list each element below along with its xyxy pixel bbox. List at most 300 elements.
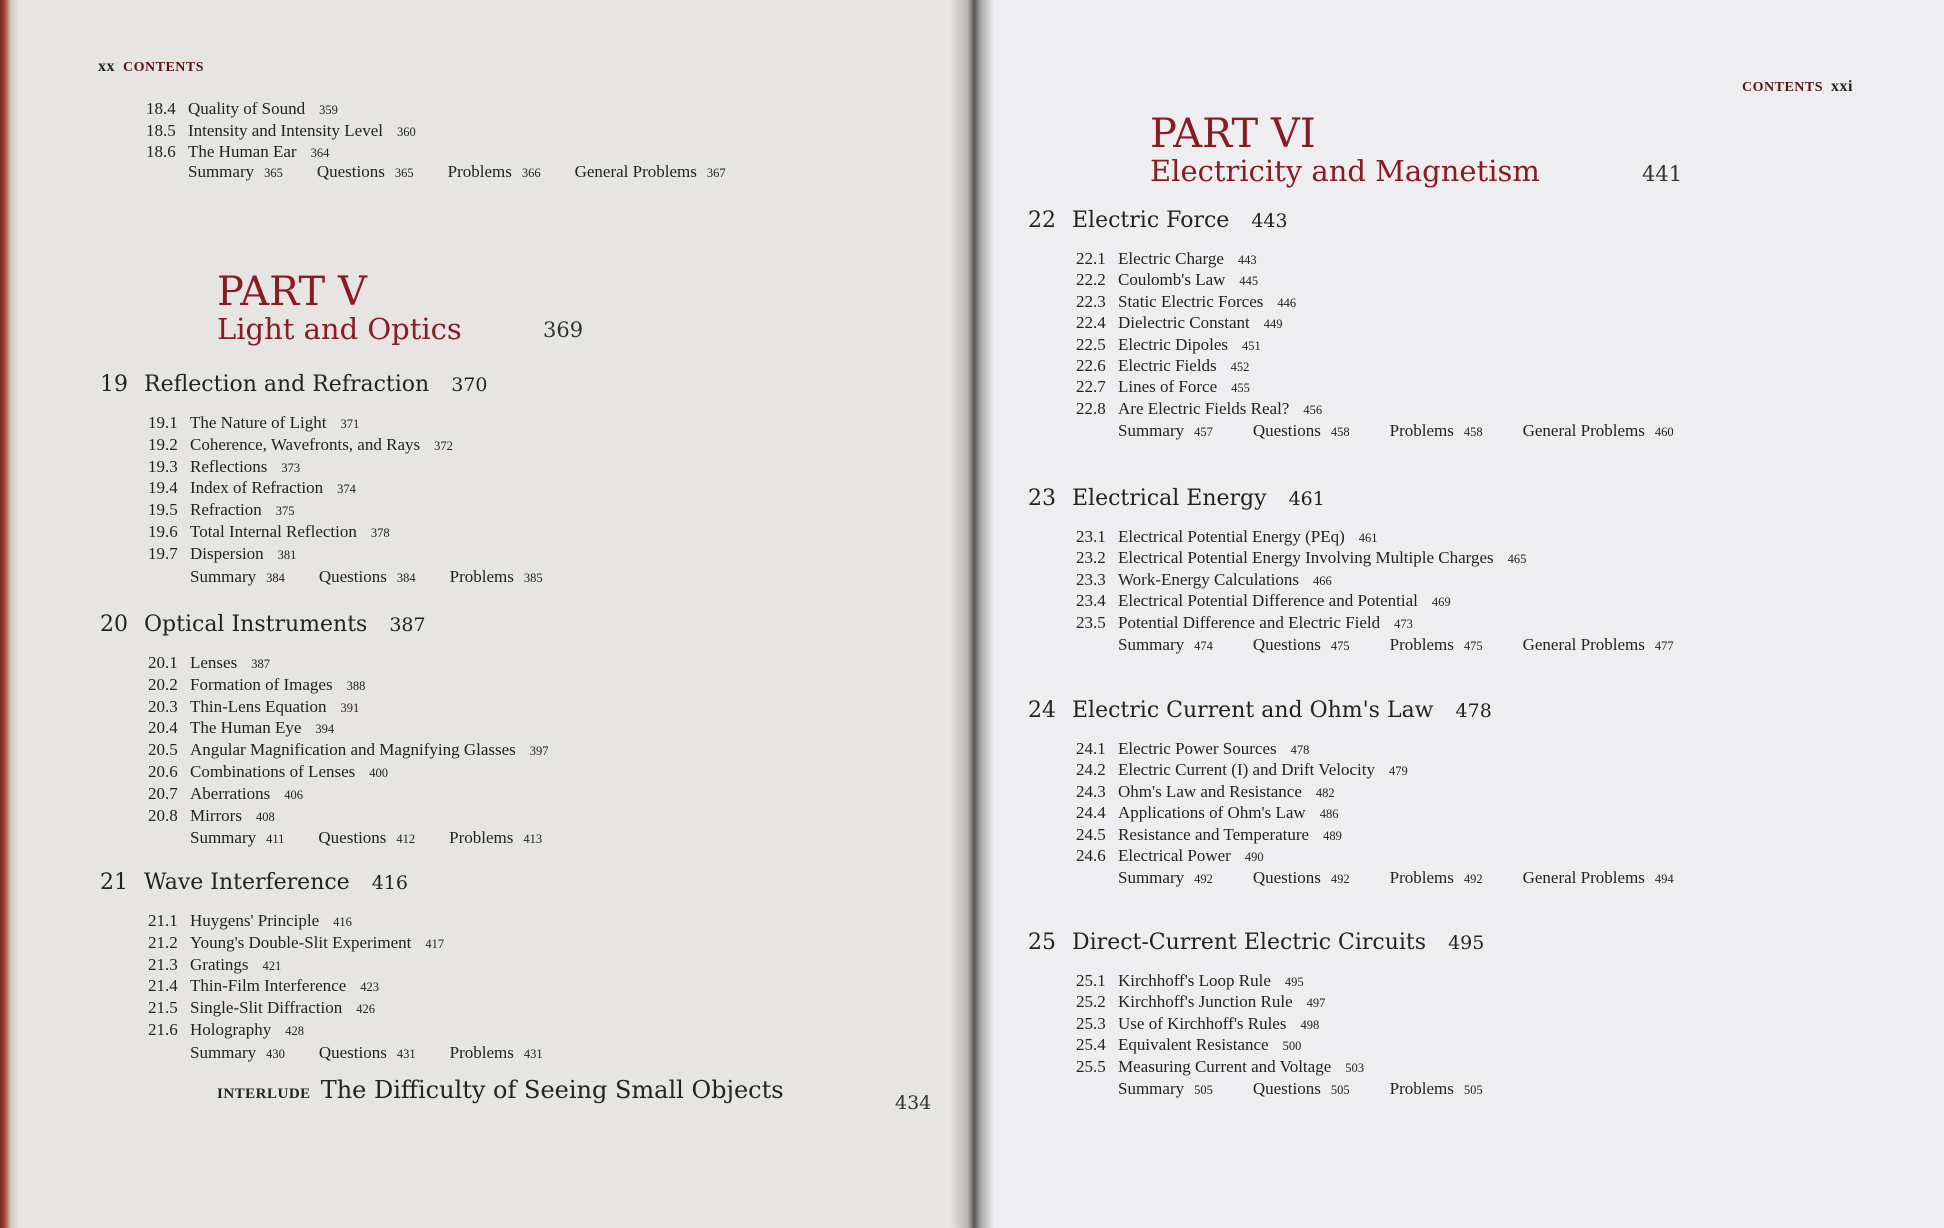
end-matter-page: 458 [1330,425,1350,440]
end-matter-page: 460 [1654,425,1674,440]
end-matter-page: 431 [523,1046,543,1061]
toc-section-entry[interactable] [1076,312,1282,336]
end-matter-item[interactable] [188,162,283,181]
end-matter-page: 365 [394,166,414,180]
end-matter-page: 431 [396,1046,416,1061]
toc-section-entry[interactable] [1076,991,1325,1015]
toc-section-entry[interactable] [1076,334,1261,358]
section-number: 24.6 [1076,846,1106,865]
interlude-page: 434 [895,1092,932,1114]
section-title: Are Electric Fields Real? [1118,398,1290,418]
end-matter-item[interactable] [1118,1079,1213,1098]
chapter-page: 478 [1455,700,1492,722]
toc-section-entry[interactable] [148,997,375,1021]
section-page: 400 [369,766,389,780]
toc-section-entry[interactable] [148,761,388,785]
end-of-chapter-row [1118,635,1714,655]
end-matter-label[interactable]: Summary [1118,1079,1185,1098]
end-matter-label[interactable]: Problems [449,1042,514,1062]
end-matter-page: 505 [1330,1083,1350,1097]
running-head-right [1742,78,1853,96]
section-number: 22.6 [1076,356,1106,375]
section-title: Ohm's Law and Resistance [1118,781,1302,801]
end-matter-item[interactable] [1390,635,1483,654]
toc-section-entry[interactable] [148,717,334,741]
toc-section-entry[interactable] [148,1019,304,1043]
section-number: 18.5 [146,120,176,140]
section-title: Electrical Potential Energy Involving Multiple Charges [1118,548,1494,568]
part-page: 441 [1642,162,1683,186]
toc-section-entry[interactable] [1076,845,1264,869]
book-gutter [950,0,994,1228]
toc-section-entry[interactable] [148,543,296,567]
section-number: 23.3 [1076,569,1106,589]
end-matter-label[interactable]: Questions [1252,1079,1321,1098]
page-edges [0,0,18,1228]
section-page: 490 [1244,850,1264,864]
toc-section-entry[interactable] [1076,781,1335,805]
chapter-title: Wave Interference [144,870,350,895]
section-title: Electrical Potential Difference and Potential [1118,591,1418,611]
end-matter-page: 384 [396,570,416,585]
end-of-chapter-row [1118,421,1714,441]
section-title: Young's Double-Slit Experiment [190,932,412,952]
section-number: 18.4 [146,99,176,118]
toc-section-entry[interactable] [1076,291,1296,315]
toc-section-entry[interactable] [148,521,390,545]
end-matter-label[interactable]: Problems [1389,1079,1454,1098]
chapter-title: Electric Force [1072,208,1230,233]
section-title: Mirrors [190,805,242,825]
chapter-number: 21 [100,870,128,895]
toc-section-entry[interactable] [148,652,270,676]
section-title: Formation of Images [190,674,333,694]
section-page: 465 [1507,552,1527,567]
interlude-entry[interactable] [217,1076,784,1104]
toc-section-entry[interactable] [1076,248,1257,272]
chapter-number: 20 [100,612,128,637]
section-number: 19.2 [148,434,178,454]
toc-section-entry[interactable] [1076,612,1413,636]
section-title: Equivalent Resistance [1118,1035,1269,1055]
end-matter-page: 505 [1463,1083,1483,1097]
section-title: Gratings [190,954,249,974]
end-matter-label[interactable]: Problems [449,828,514,848]
section-number: 19.6 [148,522,178,541]
chapter-number: 23 [1028,486,1056,511]
chapter-page: 461 [1288,488,1325,510]
part-heading [217,270,367,314]
section-page: 456 [1303,402,1323,417]
section-page: 469 [1431,595,1451,610]
section-page: 426 [356,1002,375,1017]
section-page: 375 [275,504,295,519]
end-matter-item[interactable] [190,828,284,847]
section-title: Index of Refraction [190,478,324,498]
chapter-entry[interactable] [1028,930,1484,955]
chapter-entry[interactable] [1028,698,1492,723]
end-matter-label[interactable]: General Problems [574,162,697,181]
chapter-title: Reflection and Refraction [144,372,430,397]
toc-section-entry[interactable] [1076,1034,1301,1058]
interlude-label: INTERLUDE [217,1086,311,1102]
section-number: 20.3 [148,696,178,716]
section-title: Combinations of Lenses [190,762,356,781]
part-page: 369 [543,318,584,342]
end-matter-label[interactable]: Problems [1389,635,1454,654]
section-page: 373 [281,460,301,475]
end-matter-label[interactable]: Problems [449,566,514,586]
end-matter-page: 367 [706,166,726,180]
end-matter-page: 413 [523,832,543,847]
part-title: Electricity and Magnetism [1150,154,1540,188]
section-page: 406 [284,787,304,802]
section-page: 394 [315,722,335,737]
section-number: 21.5 [148,998,178,1018]
toc-section-entry[interactable] [1076,590,1451,614]
chapter-title: Optical Instruments [144,612,368,637]
section-title: Electric Dipoles [1118,334,1228,354]
section-page: 486 [1319,807,1339,822]
end-of-chapter-row [190,1043,577,1063]
end-matter-item[interactable] [450,567,543,586]
section-title: The Human Eye [190,718,302,738]
chapter-number: 19 [100,372,128,397]
section-number: 22.3 [1076,291,1106,311]
section-title: Electric Power Sources [1118,739,1277,758]
end-matter-item[interactable] [317,162,414,181]
section-number: 24.3 [1076,781,1106,801]
section-title: Angular Magnification and Magnifying Glasses [190,740,516,760]
toc-section-entry[interactable] [148,910,352,934]
toc-section-entry[interactable] [146,120,416,144]
end-matter-page: 430 [266,1046,285,1061]
end-of-chapter-row [1118,1079,1523,1099]
section-page: 498 [1300,1017,1320,1032]
section-title: Dielectric Constant [1118,313,1250,333]
section-number: 23.1 [1076,527,1106,546]
chapter-entry[interactable] [100,870,408,895]
end-matter-label[interactable]: Summary [190,566,257,586]
chapter-title: Electric Current and Ohm's Law [1072,698,1434,723]
end-matter-label[interactable]: Summary [190,828,257,848]
section-page: 495 [1284,975,1304,989]
end-matter-item[interactable] [575,162,726,181]
section-page: 445 [1239,274,1259,289]
toc-section-entry[interactable] [148,434,453,458]
toc-section-entry[interactable] [1076,569,1332,593]
part-label: PART V [217,269,367,315]
section-number: 24.1 [1076,739,1106,758]
end-matter-label[interactable]: Questions [1252,868,1321,888]
toc-section-entry[interactable] [148,783,303,807]
toc-section-entry[interactable] [1076,526,1378,550]
end-matter-item[interactable] [319,567,416,586]
section-number: 19.1 [148,413,178,432]
end-of-chapter-row [190,567,577,587]
toc-section-entry[interactable] [146,98,338,122]
end-matter-item[interactable] [190,1043,285,1062]
section-page: 417 [425,936,445,951]
toc-section-entry[interactable] [1076,802,1338,826]
section-number: 20.4 [148,718,178,738]
end-of-chapter-row [188,162,760,182]
end-matter-label[interactable]: Questions [318,1042,387,1062]
section-title: Electrical Power [1118,846,1231,865]
end-of-chapter-row [1118,868,1714,888]
end-matter-item[interactable] [450,1043,543,1062]
end-matter-label[interactable]: Questions [1252,421,1321,441]
end-matter-page: 477 [1654,639,1674,653]
toc-section-entry[interactable] [148,499,295,523]
toc-section-entry[interactable] [1076,1013,1319,1037]
section-title: Huygens' Principle [190,911,320,930]
section-number: 24.5 [1076,824,1106,844]
section-page: 378 [370,526,390,540]
end-matter-page: 475 [1463,639,1483,653]
section-page: 408 [255,809,275,824]
end-matter-page: 411 [266,832,285,847]
section-title: Electrical Potential Energy (PEq) [1118,527,1345,546]
end-matter-item[interactable] [1390,1079,1483,1098]
section-page: 423 [360,980,379,995]
section-title: Kirchhoff's Loop Rule [1118,971,1271,990]
section-title: Static Electric Forces [1118,291,1264,311]
toc-section-entry[interactable] [148,975,379,999]
end-matter-label[interactable]: General Problems [1522,421,1645,441]
end-matter-label[interactable]: Summary [188,162,255,181]
section-page: 479 [1388,764,1408,779]
section-number: 24.2 [1076,760,1106,780]
section-page: 371 [340,417,360,431]
end-matter-label[interactable]: Summary [1118,421,1185,441]
end-matter-page: 494 [1654,872,1674,887]
end-matter-item[interactable] [1390,868,1483,887]
end-matter-item[interactable] [1118,421,1213,440]
section-page: 446 [1277,295,1297,310]
end-matter-item[interactable] [1523,421,1674,440]
end-matter-label[interactable]: Problems [1389,868,1454,888]
section-title: Use of Kirchhoff's Rules [1118,1013,1287,1033]
end-matter-item[interactable] [1253,1079,1350,1098]
end-matter-item[interactable] [1118,635,1213,654]
section-page: 374 [337,482,356,497]
end-matter-label[interactable]: General Problems [1522,635,1645,654]
end-matter-page: 457 [1194,425,1213,440]
section-title: Coulomb's Law [1118,270,1226,290]
end-matter-item[interactable] [1523,868,1674,887]
section-number: 22.5 [1076,334,1106,354]
end-matter-item[interactable] [1523,635,1674,654]
section-number: 23.5 [1076,612,1106,632]
folio: xxi [1831,78,1853,95]
end-matter-item[interactable] [1390,421,1483,440]
end-matter-item[interactable] [448,162,541,181]
section-title: Potential Difference and Electric Field [1118,612,1381,632]
section-page: 416 [333,915,352,929]
section-title: Dispersion [190,543,264,563]
chapter-number: 24 [1028,698,1056,723]
section-title: The Nature of Light [190,413,327,432]
end-matter-label[interactable]: Problems [1389,421,1454,441]
section-title: Resistance and Temperature [1118,824,1310,844]
end-matter-label[interactable]: General Problems [1522,868,1645,888]
chapter-number: 25 [1028,930,1056,955]
section-number: 19.7 [148,543,178,563]
section-page: 397 [529,744,549,759]
toc-section-entry[interactable] [1076,376,1250,400]
section-number: 24.4 [1076,803,1106,823]
section-number: 22.8 [1076,398,1106,418]
toc-section-entry[interactable] [148,674,365,698]
chapter-entry[interactable] [1028,208,1288,233]
end-matter-page: 475 [1330,639,1350,653]
section-page: 443 [1237,253,1257,267]
toc-section-entry[interactable] [1076,547,1526,571]
section-number: 25.3 [1076,1013,1106,1033]
end-matter-item[interactable] [1253,421,1350,440]
section-page: 473 [1394,616,1413,631]
toc-section-entry[interactable] [1076,269,1258,293]
section-title: Applications of Ohm's Law [1118,803,1306,823]
section-number: 23.4 [1076,591,1106,611]
toc-section-entry[interactable] [1076,398,1322,422]
section-page: 455 [1231,381,1250,396]
section-number: 20.8 [148,805,178,825]
part-label: PART VI [1150,111,1316,157]
section-number: 23.2 [1076,548,1106,568]
section-page: 372 [434,438,453,453]
chapter-page: 370 [451,374,488,396]
section-page: 387 [251,657,270,671]
section-page: 500 [1282,1039,1302,1054]
section-title: Aberrations [190,783,271,803]
end-matter-item[interactable] [190,567,285,586]
end-matter-label[interactable]: Summary [1118,868,1185,888]
section-page: 482 [1315,785,1335,800]
section-page: 391 [340,700,360,715]
chapter-page: 495 [1448,932,1485,954]
end-matter-label[interactable]: Problems [447,162,512,181]
end-matter-page: 492 [1330,872,1350,887]
section-title: Holography [190,1020,272,1039]
end-matter-item[interactable] [318,828,415,847]
section-page: 388 [346,678,366,693]
section-title: Coherence, Wavefronts, and Rays [190,434,421,454]
section-number: 20.7 [148,783,178,803]
interlude-title: The Difficulty of Seeing Small Objects [320,1076,784,1104]
section-number: 20.5 [148,740,178,760]
toc-section-entry[interactable] [148,739,549,763]
toc-section-entry[interactable] [1076,759,1408,783]
part-heading [1150,112,1316,156]
end-matter-page: 492 [1463,872,1483,887]
toc-section-entry[interactable] [1076,1056,1364,1080]
section-title: Electric Current (I) and Drift Velocity [1118,760,1375,780]
section-page: 428 [285,1024,304,1038]
running-head-label: CONTENTS [1742,80,1824,95]
section-number: 22.1 [1076,249,1106,268]
section-number: 19.3 [148,456,178,476]
end-matter-page: 366 [521,166,541,180]
end-matter-page: 474 [1194,639,1213,653]
section-number: 19.5 [148,500,178,520]
chapter-entry[interactable] [100,612,426,637]
section-title: Quality of Sound [188,99,306,118]
section-title: Measuring Current and Voltage [1118,1056,1332,1076]
end-matter-label[interactable]: Questions [1252,635,1321,654]
section-title: Electric Charge [1118,249,1224,268]
toc-section-entry[interactable] [148,696,359,720]
toc-section-entry[interactable] [148,805,275,829]
chapter-title: Electrical Energy [1072,486,1267,511]
section-number: 22.4 [1076,313,1106,333]
end-matter-item[interactable] [1253,635,1350,654]
end-matter-label[interactable]: Questions [318,566,387,586]
section-title: Refraction [190,500,262,520]
end-of-chapter-row [190,828,576,848]
end-matter-item[interactable] [319,1043,416,1062]
chapter-page: 443 [1251,210,1288,232]
section-title: Electric Fields [1118,356,1217,375]
running-head-label: CONTENTS [123,60,205,75]
toc-section-entry[interactable] [1076,355,1249,379]
chapter-entry[interactable] [1028,486,1325,511]
chapter-page: 387 [389,614,426,636]
section-page: 381 [277,547,297,562]
end-matter-label[interactable]: Questions [318,828,387,848]
toc-section-entry[interactable] [148,456,300,480]
end-matter-item[interactable] [1118,868,1213,887]
section-number: 22.2 [1076,270,1106,290]
running-head-left [98,58,204,76]
section-page: 478 [1290,743,1310,757]
section-number: 25.4 [1076,1035,1106,1055]
section-page: 497 [1306,996,1326,1011]
section-page: 461 [1358,531,1378,545]
end-matter-item[interactable] [1253,868,1350,887]
toc-section-entry[interactable] [1076,824,1342,848]
section-title: Work-Energy Calculations [1118,569,1300,589]
toc-section-entry[interactable] [1076,970,1304,994]
part-title: Light and Optics [217,312,462,346]
end-matter-page: 385 [523,570,543,585]
toc-section-entry[interactable] [148,412,359,436]
chapter-entry[interactable] [100,372,487,397]
section-page: 503 [1345,1060,1364,1075]
end-matter-page: 458 [1463,425,1483,440]
section-title: Thin-Film Interference [190,976,347,996]
end-matter-page: 365 [264,166,283,180]
section-number: 25.5 [1076,1056,1106,1076]
end-matter-label[interactable]: Questions [316,162,385,181]
end-matter-page: 505 [1194,1083,1213,1097]
toc-section-entry[interactable] [148,932,444,956]
toc-section-entry[interactable] [148,477,356,501]
section-page: 364 [310,146,330,161]
end-matter-page: 412 [396,832,416,847]
section-title: Lenses [190,653,238,672]
section-title: Kirchhoff's Junction Rule [1118,992,1293,1012]
section-number: 19.4 [148,478,178,498]
section-number: 20.2 [148,674,178,694]
section-number: 21.3 [148,954,178,974]
end-matter-item[interactable] [449,828,542,847]
toc-section-entry[interactable] [148,954,281,978]
toc-section-entry[interactable] [1076,738,1309,762]
end-matter-label[interactable]: Summary [1118,635,1185,654]
end-matter-label[interactable]: Summary [190,1042,257,1062]
